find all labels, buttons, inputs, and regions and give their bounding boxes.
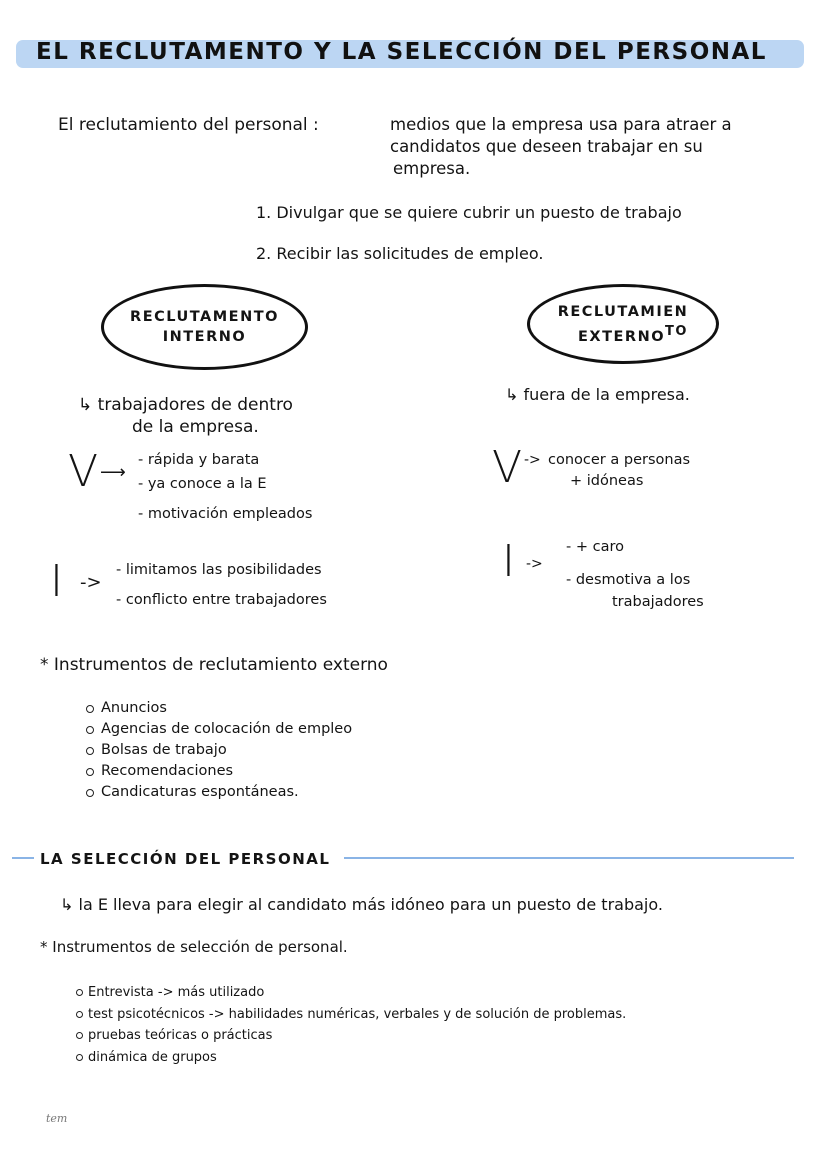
internal-advantage-2: - ya conoce a la E bbox=[138, 476, 267, 492]
list-item-text: test psicotécnicos -> habilidades numéricas, verbales y de solución de problemas. bbox=[88, 1006, 627, 1022]
external-advantage-2: + idóneas bbox=[570, 473, 644, 489]
list-item bbox=[86, 761, 352, 782]
list-item bbox=[86, 782, 352, 803]
signature: tem bbox=[46, 1112, 68, 1125]
internal-recruitment-oval bbox=[101, 284, 308, 370]
internal-oval-line-2: INTERNO bbox=[162, 329, 247, 345]
list-item-text: Agencias de colocación de empleo bbox=[101, 721, 353, 737]
selection-heading: LA SELECCIÓN DEL PERSONAL bbox=[40, 850, 331, 868]
recruitment-definition-line-1: medios que la empresa usa para atraer a bbox=[390, 115, 732, 134]
list-item-text: Bolsas de trabajo bbox=[101, 742, 227, 758]
bullet-icon bbox=[76, 989, 83, 996]
external-disadvantage-2: - desmotiva a los bbox=[566, 572, 691, 588]
bullet-icon bbox=[86, 768, 94, 776]
list-item-text: Recomendaciones bbox=[101, 763, 234, 779]
external-oval-line-2-text: EXTERNO bbox=[578, 328, 666, 345]
internal-advantage-1: - rápida y barata bbox=[138, 452, 260, 468]
external-instruments-heading: * Instrumentos de reclutamiento externo bbox=[40, 655, 388, 675]
internal-desc-line-1: ↳ trabajadores de dentro bbox=[78, 395, 293, 415]
bullet-icon bbox=[86, 789, 94, 797]
bullet-icon bbox=[76, 1054, 83, 1061]
internal-disadvantages-letter: I bbox=[50, 556, 63, 607]
list-item bbox=[86, 698, 352, 719]
list-item bbox=[76, 1047, 626, 1069]
page-title: EL RECLUTAMENTO Y LA SELECCIÓN DEL PERSONAL bbox=[36, 39, 767, 65]
internal-advantages-letter: V bbox=[68, 446, 99, 497]
list-item-text: Anuncios bbox=[101, 700, 167, 716]
external-advantages-letter: V bbox=[492, 442, 523, 493]
external-instruments-list bbox=[86, 698, 352, 803]
bullet-icon bbox=[76, 1011, 83, 1018]
recruitment-definition-line-3: empresa. bbox=[393, 159, 471, 178]
bullet-icon bbox=[76, 1032, 83, 1039]
external-recruitment-oval bbox=[527, 284, 719, 364]
recruitment-step-1: 1. Divulgar que se quiere cubrir un puesto de trabajo bbox=[256, 203, 682, 222]
section-divider-left bbox=[12, 857, 34, 859]
external-oval-line-2 bbox=[578, 322, 688, 347]
external-advantages-arrow: -> bbox=[524, 452, 541, 468]
internal-advantages-arrow: ⟶ bbox=[100, 462, 126, 483]
list-item bbox=[76, 1025, 626, 1047]
list-item-text: Entrevista -> más utilizado bbox=[88, 985, 265, 1000]
external-disadvantages-letter: I bbox=[502, 536, 515, 587]
selection-desc: ↳ la E lleva para elegir al candidato más idóneo para un puesto de trabajo. bbox=[60, 895, 663, 914]
recruitment-definition-line-2: candidatos que deseen trabajar en su bbox=[390, 137, 703, 156]
selection-instruments-heading: * Instrumentos de selección de personal. bbox=[40, 938, 348, 956]
external-disadvantages-arrow: -> bbox=[526, 556, 543, 572]
recruitment-step-2: 2. Recibir las solicitudes de empleo. bbox=[256, 244, 544, 263]
external-desc: ↳ fuera de la empresa. bbox=[505, 385, 690, 404]
list-item bbox=[86, 740, 352, 761]
list-item-text: pruebas teóricas o prácticas bbox=[88, 1028, 273, 1043]
external-disadvantage-1: - + caro bbox=[566, 539, 624, 555]
internal-advantage-3: - motivación empleados bbox=[138, 506, 313, 522]
list-item bbox=[76, 982, 626, 1004]
internal-disadvantages-arrow: -> bbox=[80, 572, 102, 593]
selection-instruments-list bbox=[76, 982, 626, 1068]
internal-disadvantage-2: - conflicto entre trabajadores bbox=[116, 592, 327, 608]
external-disadvantage-3: trabajadores bbox=[612, 594, 704, 610]
bullet-icon bbox=[86, 747, 94, 755]
external-advantage-1: conocer a personas bbox=[548, 452, 691, 468]
internal-desc-line-2: de la empresa. bbox=[132, 417, 259, 437]
list-item-text: Candicaturas espontáneas. bbox=[101, 784, 299, 800]
external-oval-line-3: TO bbox=[665, 323, 688, 339]
bullet-icon bbox=[86, 705, 94, 713]
bullet-icon bbox=[86, 726, 94, 734]
list-item bbox=[76, 1004, 626, 1026]
external-oval-line-1: RECLUTAMIEN bbox=[557, 303, 689, 320]
list-item-text: dinámica de grupos bbox=[88, 1049, 217, 1065]
recruitment-term: El reclutamiento del personal : bbox=[58, 115, 319, 135]
internal-oval-line-1: RECLUTAMENTO bbox=[130, 309, 279, 325]
list-item bbox=[86, 719, 352, 740]
section-divider-right bbox=[344, 857, 794, 859]
internal-disadvantage-1: - limitamos las posibilidades bbox=[116, 562, 322, 578]
